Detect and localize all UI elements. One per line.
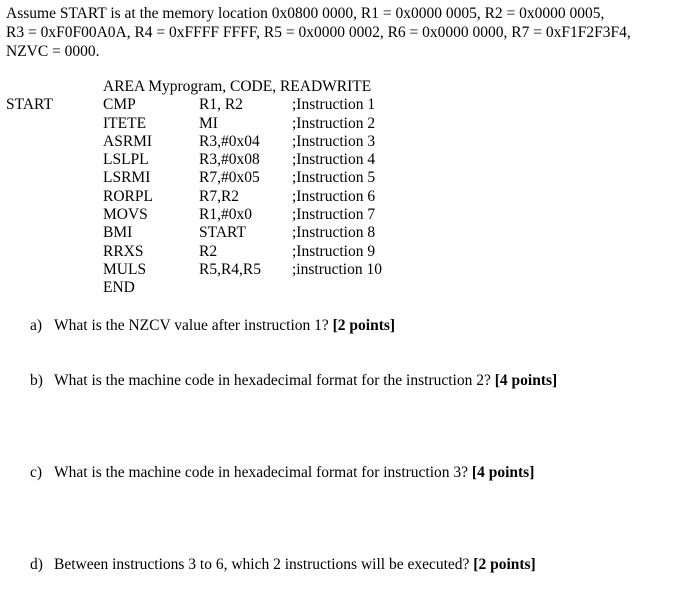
code-comment: ;Instruction 4 <box>292 151 376 169</box>
code-opcode: CMP <box>103 96 136 114</box>
question-text: What is the machine code in hexadecimal format for the instruction 2? <box>54 372 495 389</box>
code-operands: R7,#0x05 <box>199 169 260 187</box>
code-opcode: BMI <box>103 224 133 242</box>
code-operands: R7,R2 <box>199 187 240 205</box>
code-operands: R1,#0x0 <box>199 206 252 224</box>
question-letter: d) <box>30 556 43 573</box>
code-comment: ;instruction 10 <box>292 260 382 278</box>
code-operands: R5,R4,R5 <box>199 260 262 278</box>
question-c <box>30 463 534 482</box>
code-opcode: LSRMI <box>103 169 151 187</box>
code-comment: ;Instruction 8 <box>292 224 376 242</box>
code-opcode: LSLPL <box>103 151 149 169</box>
code-opcode: RORPL <box>103 187 153 205</box>
code-operands: START <box>199 224 246 242</box>
code-opcode: MOVS <box>103 206 148 224</box>
intro-line-2: R3 = 0xF0F00A0A, R4 = 0xFFFF FFFF, R5 = 0x0000 0002, R6 = 0x0000 0000, R7 = 0xF1F2F3F4, <box>6 24 631 41</box>
code-opcode: ITETE <box>103 114 147 132</box>
question-b <box>30 371 557 390</box>
question-letter: c) <box>30 464 43 481</box>
code-operands: R3,#0x04 <box>199 132 260 150</box>
code-comment: ;Instruction 3 <box>292 132 376 150</box>
question-points: [2 points] <box>332 317 396 334</box>
question-points: [4 points] <box>471 464 535 481</box>
code-operands: R2 <box>199 242 218 260</box>
code-comment: ;Instruction 9 <box>292 242 376 260</box>
question-points: [4 points] <box>494 372 558 389</box>
question-a <box>30 316 395 335</box>
code-opcode: END <box>103 279 135 297</box>
area-directive: AREA Myprogram, CODE, READWRITE <box>103 78 372 95</box>
question-letter: a) <box>30 317 43 334</box>
question-text: Between instructions 3 to 6, which 2 instructions will be executed? <box>54 556 474 573</box>
code-comment: ;Instruction 2 <box>292 114 376 132</box>
intro-line-3: NZVC = 0000. <box>6 43 100 60</box>
code-comment: ;Instruction 5 <box>292 169 376 187</box>
code-opcode: RRXS <box>103 242 144 260</box>
code-comment: ;Instruction 1 <box>292 96 376 114</box>
question-letter: b) <box>30 372 43 389</box>
code-operands: MI <box>199 114 218 132</box>
code-label: START <box>6 96 53 114</box>
code-operands: R3,#0x08 <box>199 151 260 169</box>
intro-line-1: Assume START is at the memory location 0x0800 0000, R1 = 0x0000 0005, R2 = 0x0000 0005, <box>6 5 605 22</box>
question-d <box>30 555 536 574</box>
code-comment: ;Instruction 6 <box>292 187 376 205</box>
question-text: What is the NZCV value after instruction 1? <box>54 317 333 334</box>
code-operands: R1, R2 <box>199 96 243 114</box>
code-comment: ;Instruction 7 <box>292 206 376 224</box>
problem-statement <box>6 4 686 61</box>
code-opcode: ASRMI <box>103 132 153 150</box>
question-text: What is the machine code in hexadecimal format for instruction 3? <box>54 464 472 481</box>
question-points: [2 points] <box>473 556 536 573</box>
code-opcode: MULS <box>103 260 147 278</box>
